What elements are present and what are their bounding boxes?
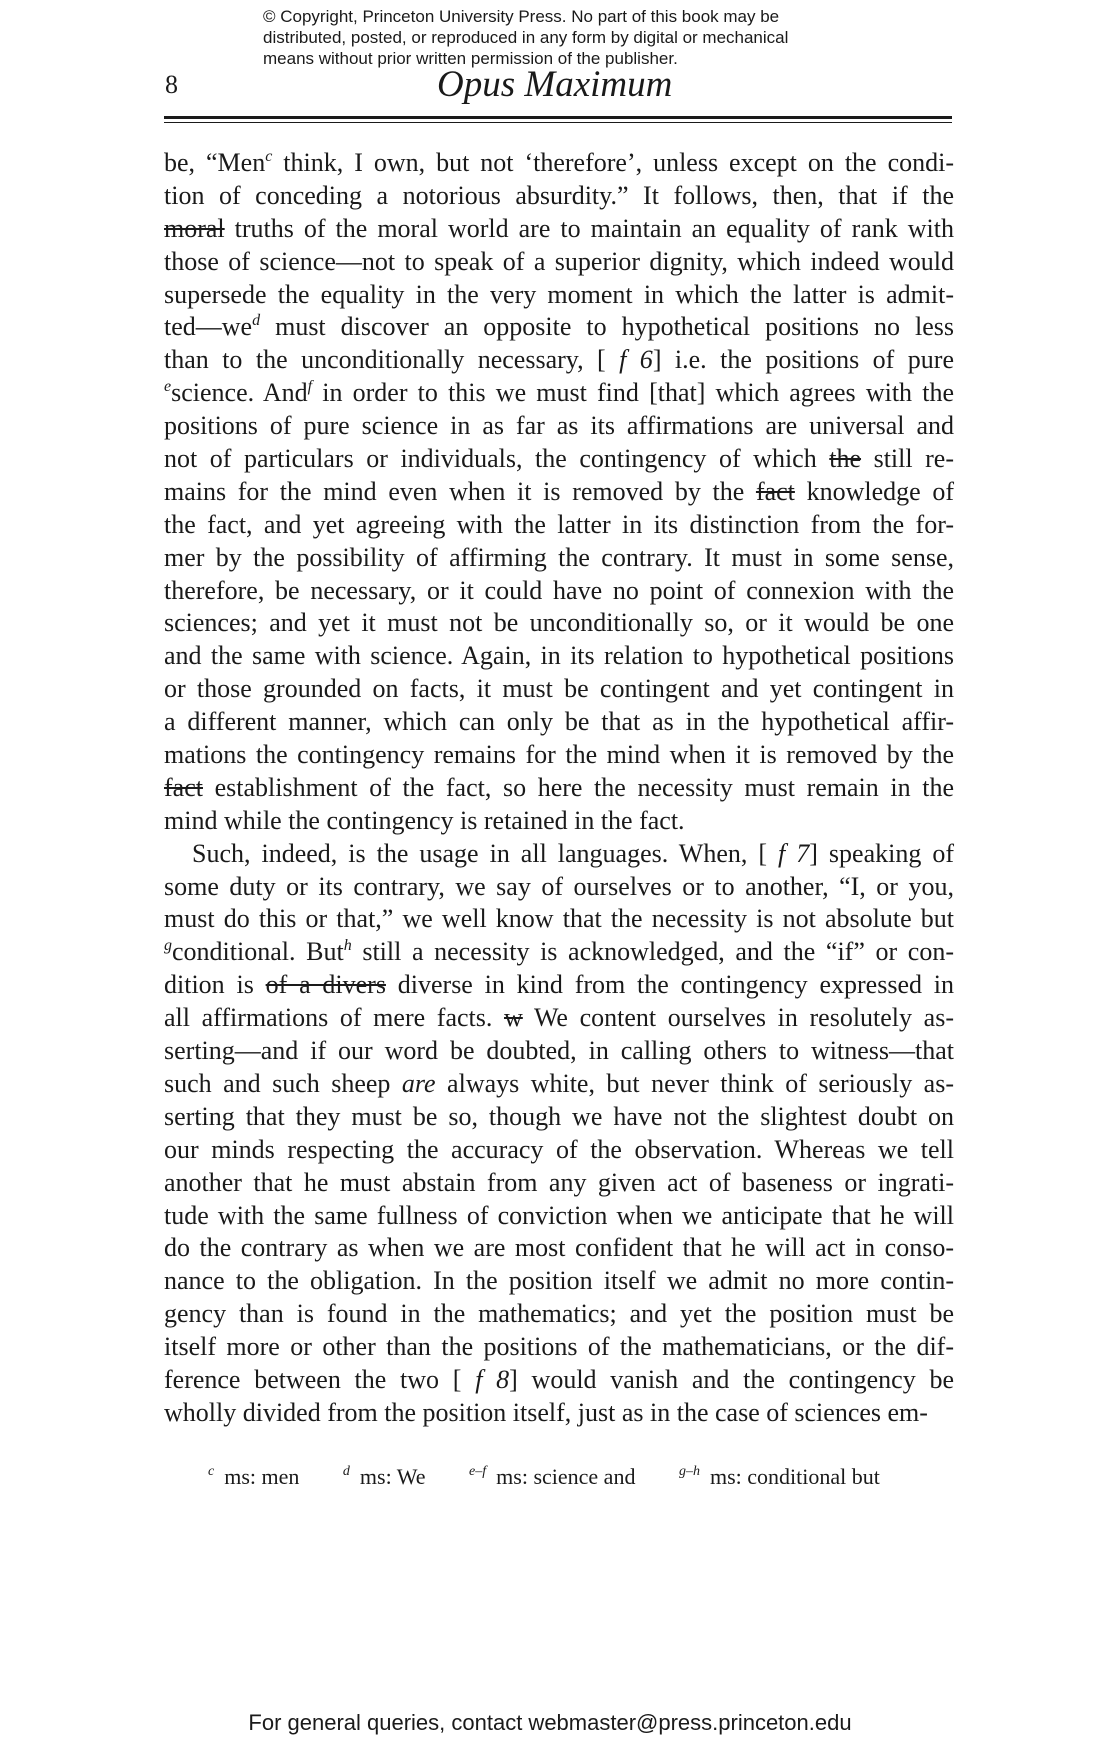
text-line xyxy=(164,903,954,936)
page-number: 8 xyxy=(165,70,178,99)
note-marker: f xyxy=(307,378,313,396)
text-run: supersede the equality in the very moment in which the latter is admit- xyxy=(164,279,954,309)
note-marker: c xyxy=(265,148,273,165)
running-title: Opus Maximum xyxy=(437,64,673,105)
text-run: mind while the contingency is retained in the fact. xyxy=(164,805,685,835)
text-line xyxy=(164,772,954,805)
text-run: those of science—not to speak of a superior dignity, which indeed would xyxy=(164,246,954,276)
italic-text: f 8 xyxy=(475,1364,510,1394)
footnote-mark: g–h xyxy=(678,1464,700,1479)
text-run: sciences; and yet it must not be unconditionally so, or it would be one xyxy=(164,608,954,638)
text-run: mer by the possibility of affirming the contrary. It must in some sense, xyxy=(164,542,954,572)
text-run: a different manner, which can only be that as in the hypothetical affir- xyxy=(164,707,954,737)
text-line xyxy=(164,1101,954,1134)
text-line xyxy=(164,640,954,673)
text-run: itself more or other than the positions of the mathematicians, or the dif- xyxy=(164,1332,954,1362)
text-line xyxy=(164,1298,954,1331)
text-run: ] would vanish and the contingency be xyxy=(509,1364,954,1394)
text-line xyxy=(164,673,954,706)
text-line xyxy=(164,147,954,180)
struck-text: the xyxy=(829,444,862,474)
text-line xyxy=(164,509,954,542)
footnote xyxy=(208,1462,299,1492)
text-run: mains for the mind even when it is removed by the xyxy=(164,476,756,506)
text-run: conditional. But xyxy=(172,937,344,967)
text-run: be, “Men xyxy=(164,148,266,177)
note-marker: d xyxy=(252,312,261,330)
italic-text: f 6 xyxy=(619,345,653,375)
text-line xyxy=(164,607,954,640)
text-run: tion of conceding a notorious absurdity.” It follows, then, that if the xyxy=(164,180,954,210)
note-marker: e xyxy=(164,378,172,396)
struck-text: w xyxy=(504,1003,523,1033)
footnotes xyxy=(208,1462,968,1492)
text-run: the fact, and yet agreeing with the latter in its distinction from the for- xyxy=(164,509,954,539)
text-line xyxy=(164,443,954,476)
struck-text: fact xyxy=(164,772,203,802)
text-line xyxy=(164,344,954,377)
text-line xyxy=(164,706,954,739)
text-run: mations the contingency remains for the mind when it is removed by the xyxy=(164,740,954,770)
text-line xyxy=(164,1035,954,1068)
text-run: must do this or that,” we well know that the necessity is not absolute but xyxy=(164,904,954,934)
text-run: positions of pure science in as far as its affirmations are universal and xyxy=(164,411,954,441)
footnote-text: ms: conditional but xyxy=(709,1464,880,1489)
text-run: all affirmations of mere facts. xyxy=(164,1003,505,1033)
note-marker: h xyxy=(343,937,352,955)
footnote xyxy=(343,1462,426,1492)
text-run: nance to the obligation. In the position itself we admit no more contin- xyxy=(164,1266,954,1296)
text-run: think, I own, but not ‘therefore’, unless except on the condi- xyxy=(272,148,954,177)
text-line xyxy=(164,1265,954,1298)
copyright-line: © Copyright, Princeton University Press. No part of this book may be xyxy=(263,7,780,26)
text-run: serting—and if our word be doubted, in calling others to witness—that xyxy=(164,1036,954,1066)
text-line xyxy=(164,1364,954,1397)
text-line xyxy=(164,1134,954,1167)
text-run: in order to this we must find [that] which agrees with the xyxy=(312,378,954,408)
text-run: tude with the same fullness of conviction when we anticipate that he will xyxy=(164,1200,954,1230)
text-run: therefore, be necessary, or it could have no point of connexion with the xyxy=(164,575,954,605)
italic-text: f 7 xyxy=(778,838,810,868)
paragraph-2 xyxy=(164,838,954,1430)
text-run: such and such sheep xyxy=(164,1068,402,1098)
text-run: dition is xyxy=(164,970,266,1000)
text-run: ] i.e. the positions of pure xyxy=(652,345,954,375)
text-line xyxy=(164,1068,954,1101)
struck-text: fact xyxy=(755,476,795,506)
text-line xyxy=(164,377,954,410)
text-line xyxy=(164,1200,954,1233)
text-line xyxy=(164,1397,954,1430)
text-run: Such, indeed, is the usage in all languages. When, [ xyxy=(192,838,779,868)
text-run: diverse in kind from the contingency expressed in xyxy=(385,970,955,1000)
note-marker: g xyxy=(164,937,172,955)
text-run: than to the unconditionally necessary, [ xyxy=(164,345,620,375)
italic-text: are xyxy=(401,1068,436,1098)
text-line xyxy=(164,838,954,871)
struck-text: of a divers xyxy=(265,970,386,1000)
footnote xyxy=(679,1462,880,1492)
footnote-text: ms: We xyxy=(359,1464,426,1489)
text-line xyxy=(164,1331,954,1364)
text-line xyxy=(164,936,954,969)
header-rule-thin xyxy=(164,122,952,123)
body-text xyxy=(164,147,954,1430)
copyright-line: distributed, posted, or reproduced in any form by digital or mechanical xyxy=(263,28,789,47)
paragraph-1 xyxy=(164,147,954,838)
text-run: science. And xyxy=(171,378,308,408)
text-line xyxy=(164,311,954,344)
text-line xyxy=(164,805,954,838)
text-run: do the contrary as when we are most confident that he will act in conso- xyxy=(164,1233,954,1263)
text-run: ] speaking of xyxy=(809,838,954,868)
text-run: always white, but never think of seriously as- xyxy=(435,1068,954,1098)
copyright-line: means without prior written permission of the publisher. xyxy=(263,49,678,68)
text-line xyxy=(164,246,954,279)
footnote xyxy=(469,1462,635,1492)
text-run: wholly divided from the position itself, just as in the case of sciences em- xyxy=(164,1397,928,1427)
text-run: or those grounded on facts, it must be contingent and yet contingent in xyxy=(164,674,954,704)
text-run: another that he must abstain from any given act of baseness or ingrati- xyxy=(164,1167,954,1197)
text-run: truths of the moral world are to maintain an equality of rank with xyxy=(224,213,954,243)
text-line xyxy=(164,476,954,509)
footnote-mark: d xyxy=(342,1464,350,1479)
text-line xyxy=(164,1002,954,1035)
text-run: We content ourselves in resolutely as- xyxy=(522,1003,954,1033)
text-line xyxy=(164,180,954,213)
text-line xyxy=(164,213,954,246)
text-line xyxy=(164,1232,954,1265)
header-rule-thick xyxy=(164,116,952,119)
contact-footer: For general queries, contact webmaster@press.princeton.edu xyxy=(248,1710,852,1735)
footnote-text: ms: science and xyxy=(496,1464,636,1489)
text-line xyxy=(164,969,954,1002)
text-run: still a necessity is acknowledged, and the “if” or con- xyxy=(351,937,955,967)
text-run: gency than is found in the mathematics; and yet the position must be xyxy=(164,1299,954,1329)
text-line xyxy=(164,542,954,575)
text-line xyxy=(164,739,954,772)
text-run: must discover an opposite to hypothetical positions no less xyxy=(260,312,954,342)
copyright-notice xyxy=(263,6,883,69)
text-run: knowledge of xyxy=(794,476,954,506)
text-run: ference between the two [ xyxy=(164,1364,476,1394)
text-line xyxy=(164,1167,954,1200)
text-run: serting that they must be so, though we have not the slightest doubt on xyxy=(164,1101,954,1131)
text-run: and the same with science. Again, in its relation to hypothetical positions xyxy=(164,641,954,671)
text-run: ted—we xyxy=(164,312,253,342)
text-line xyxy=(164,279,954,312)
text-line xyxy=(164,575,954,608)
text-line xyxy=(164,410,954,443)
text-run: not of particulars or individuals, the contingency of which xyxy=(164,444,830,474)
footnote-mark: c xyxy=(208,1464,215,1479)
text-line xyxy=(164,871,954,904)
text-run: some duty or its contrary, we say of ourselves or to another, “I, or you, xyxy=(164,871,954,901)
text-run: still re- xyxy=(861,444,954,474)
text-run: establishment of the fact, so here the necessity must remain in the xyxy=(202,772,954,802)
footnote-mark: e–f xyxy=(469,1464,487,1479)
footnote-text: ms: men xyxy=(224,1464,300,1489)
text-run: our minds respecting the accuracy of the observation. Whereas we tell xyxy=(164,1134,954,1164)
struck-text: moral xyxy=(164,213,225,243)
